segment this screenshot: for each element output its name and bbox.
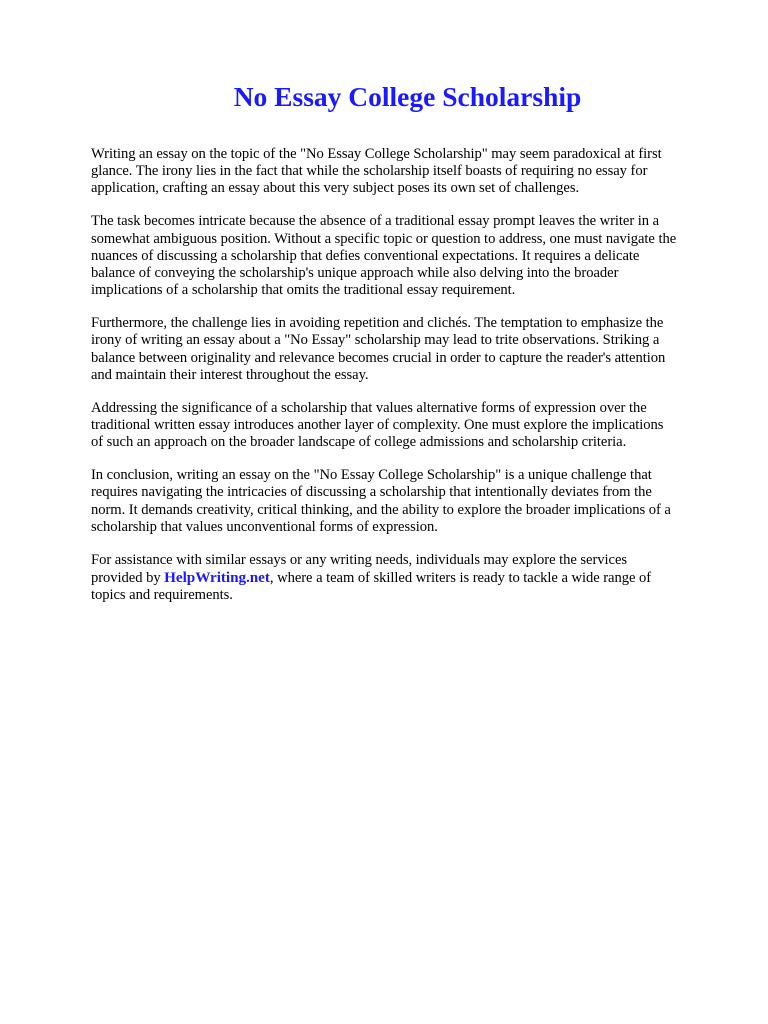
text-line: balance of conveying the scholarship's unique approach while also delving into the broader (91, 265, 619, 282)
text-line: For assistance with similar essays or any writing needs, individuals may explore the services (91, 551, 628, 568)
closing-text-after-link: , where a team of skilled writers is ready to tackle a wide range of (269, 570, 652, 587)
document-title: No Essay College Scholarship (233, 81, 582, 112)
text-line: In conclusion, writing an essay on the "No Essay College Scholarship" is a unique challenge that (91, 467, 652, 484)
text-line: scholarship that values unconventional forms of expression. (91, 518, 438, 535)
text-line: balance between originality and relevance becomes crucial in order to capture the reader's attention (91, 349, 666, 366)
text-line: The task becomes intricate because the absence of a traditional essay prompt leaves the writer in a (91, 213, 660, 230)
text-line: norm. It demands creativity, critical thinking, and the ability to explore the broader implications of a (91, 501, 671, 518)
text-line: Writing an essay on the topic of the "No Essay College Scholarship" may seem paradoxical at first (91, 146, 662, 162)
text-line: of such an approach on the broader landscape of college admissions and scholarship criteria. (91, 434, 627, 451)
document-body (91, 146, 731, 620)
text-line: glance. The irony lies in the fact that while the scholarship itself boasts of requiring no essay for (91, 163, 648, 180)
text-line: nuances of discussing a scholarship that defies conventional expectations. It requires a delicate (91, 247, 640, 264)
helpwriting-link[interactable]: HelpWriting.net (164, 569, 270, 587)
text-line: application, crafting an essay about this very subject poses its own set of challenges. (91, 180, 580, 197)
text-line: irony of writing an essay about a "No Essay" scholarship may lead to trite observations. Striking a (91, 332, 660, 349)
text-line-with-link (91, 569, 731, 587)
paragraph-intro (91, 146, 731, 198)
text-line: and maintain their interest throughout the essay. (91, 366, 369, 383)
closing-text-before-link: provided by (91, 570, 165, 587)
text-line: topics and requirements. (91, 587, 233, 604)
paragraph-task (91, 213, 731, 299)
paragraph-challenge (91, 315, 731, 384)
paragraph-significance (91, 400, 731, 452)
paragraph-closing (91, 552, 731, 605)
text-line: requires navigating the intricacies of discussing a scholarship that intentionally deviates from the (91, 484, 652, 501)
text-line: somewhat ambiguous position. Without a specific topic or question to address, one must navigate the (91, 230, 677, 247)
text-line: traditional written essay introduces another layer of complexity. One must explore the implications (91, 417, 664, 434)
paragraph-conclusion (91, 467, 731, 536)
text-line: implications of a scholarship that omits the traditional essay requirement. (91, 282, 516, 299)
text-line: Addressing the significance of a scholarship that values alternative forms of expression over the (91, 399, 647, 416)
text-line: Furthermore, the challenge lies in avoiding repetition and clichés. The temptation to emphasize the (91, 315, 664, 332)
